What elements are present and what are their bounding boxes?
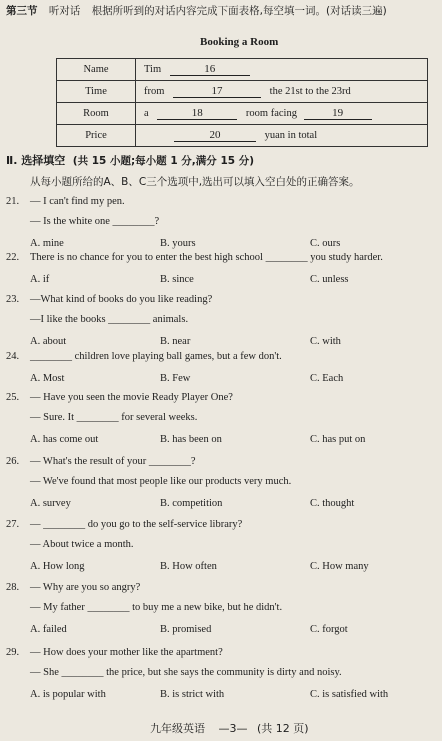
option-a: A. failed [30, 624, 67, 635]
question-text: There is no chance for you to enter the best high school ________ you study harder. [30, 252, 383, 263]
option-b: B. has been on [160, 434, 222, 445]
part2-heading: Ⅱ. 选择填空 [6, 154, 66, 167]
row-prefix: from [144, 86, 165, 97]
question-text: — How does your mother like the apartment? [30, 647, 223, 658]
question-text: — What's the result of your ________? [30, 456, 196, 467]
option-c: C. is satisfied with [310, 689, 389, 700]
question-number: 21. [6, 196, 20, 207]
answer-blank: 19 [304, 107, 372, 120]
question-text: — Have you seen the movie Ready Player One? [30, 392, 233, 403]
section3-instruction: 根据所听到的对话内容完成下面表格,每空填一词。(对话读三遍) [91, 5, 387, 17]
question-number: 25. [6, 392, 20, 403]
option-a: A. Most [30, 373, 65, 384]
question-number: 28. [6, 582, 20, 593]
part2-note: (共 15 小题;每小题 1 分,满分 15 分) [72, 155, 255, 167]
option-c: C. with [310, 336, 341, 347]
footer-page: —3— [218, 722, 248, 735]
option-a: A. about [30, 336, 67, 347]
option-c: C. has put on [310, 434, 366, 445]
question-text: ________ children love playing ball games, but a few don't. [30, 351, 282, 362]
question-number: 22. [6, 252, 20, 263]
question-text: — Sure. It ________ for several weeks. [30, 412, 198, 423]
option-b: B. since [160, 274, 194, 285]
row-label: Name [57, 59, 136, 81]
question-text: —What kind of books do you like reading? [30, 294, 213, 305]
option-b: B. Few [160, 373, 191, 384]
question-text: — She ________ the price, but she says the community is dirty and noisy. [30, 667, 342, 678]
table-row [57, 81, 428, 103]
row-value [136, 59, 428, 81]
option-b: B. near [160, 336, 191, 347]
footer-total: (共 12 页) [257, 722, 309, 735]
row-label: Time [57, 81, 136, 103]
option-c: C. thought [310, 498, 355, 509]
answer-blank: 17 [173, 85, 261, 98]
option-b: B. is strict with [160, 689, 225, 700]
question-number: 23. [6, 294, 20, 305]
row-prefix: Tim [144, 64, 162, 75]
option-a: A. survey [30, 498, 71, 509]
section3-header [6, 3, 387, 18]
part2-instruction: 从每小题所给的A、B、C三个选项中,选出可以填入空白处的正确答案。 [30, 176, 360, 188]
question-text: —I like the books ________ animals. [30, 314, 189, 325]
table-title: Booking a Room [200, 36, 279, 48]
row-suffix: the 21st to the 23rd [269, 86, 351, 97]
option-c: C. How many [310, 561, 369, 572]
question-text: — We've found that most people like our products very much. [30, 476, 292, 487]
row-prefix: a [144, 108, 149, 119]
question-number: 26. [6, 456, 20, 467]
option-c: C. Each [310, 373, 344, 384]
table-row [57, 103, 428, 125]
question-text: — My father ________ to buy me a new bike, but he didn't. [30, 602, 283, 613]
option-b: B. competition [160, 498, 223, 509]
answer-blank: 20 [174, 129, 256, 142]
row-label: Room [57, 103, 136, 125]
row-value [136, 125, 428, 147]
question-number: 27. [6, 519, 20, 530]
section3-title: 第三节 [6, 5, 38, 17]
row-middle: room facing [245, 108, 297, 119]
section3-subtitle: 听对话 [48, 5, 81, 17]
question-text: — Is the white one ________? [30, 216, 160, 227]
question-text: — I can't find my pen. [30, 196, 125, 207]
question-text: — ________ do you go to the self-service library? [30, 519, 243, 530]
question-number: 29. [6, 647, 20, 658]
question-number: 24. [6, 351, 20, 362]
page-footer [150, 720, 309, 736]
row-value [136, 81, 428, 103]
option-a: A. if [30, 274, 50, 285]
row-label: Price [57, 125, 136, 147]
option-b: B. yours [160, 238, 196, 249]
answer-blank: 18 [157, 107, 237, 120]
option-c: C. forgot [310, 624, 348, 635]
option-a: A. How long [30, 561, 85, 572]
table-row [57, 125, 428, 147]
booking-table [56, 58, 428, 147]
option-a: A. has come out [30, 434, 99, 445]
footer-subject: 九年级英语 [150, 722, 205, 735]
option-b: B. promised [160, 624, 212, 635]
question-text: — Why are you so angry? [30, 582, 141, 593]
answer-blank: 16 [170, 63, 250, 76]
table-row [57, 59, 428, 81]
question-text: — About twice a month. [30, 539, 134, 550]
option-b: B. How often [160, 561, 217, 572]
option-a: A. mine [30, 238, 64, 249]
row-value [136, 103, 428, 125]
option-c: C. ours [310, 238, 341, 249]
part2-header [6, 152, 254, 168]
row-suffix: yuan in total [264, 130, 318, 141]
option-c: C. unless [310, 274, 349, 285]
option-a: A. is popular with [30, 689, 106, 700]
